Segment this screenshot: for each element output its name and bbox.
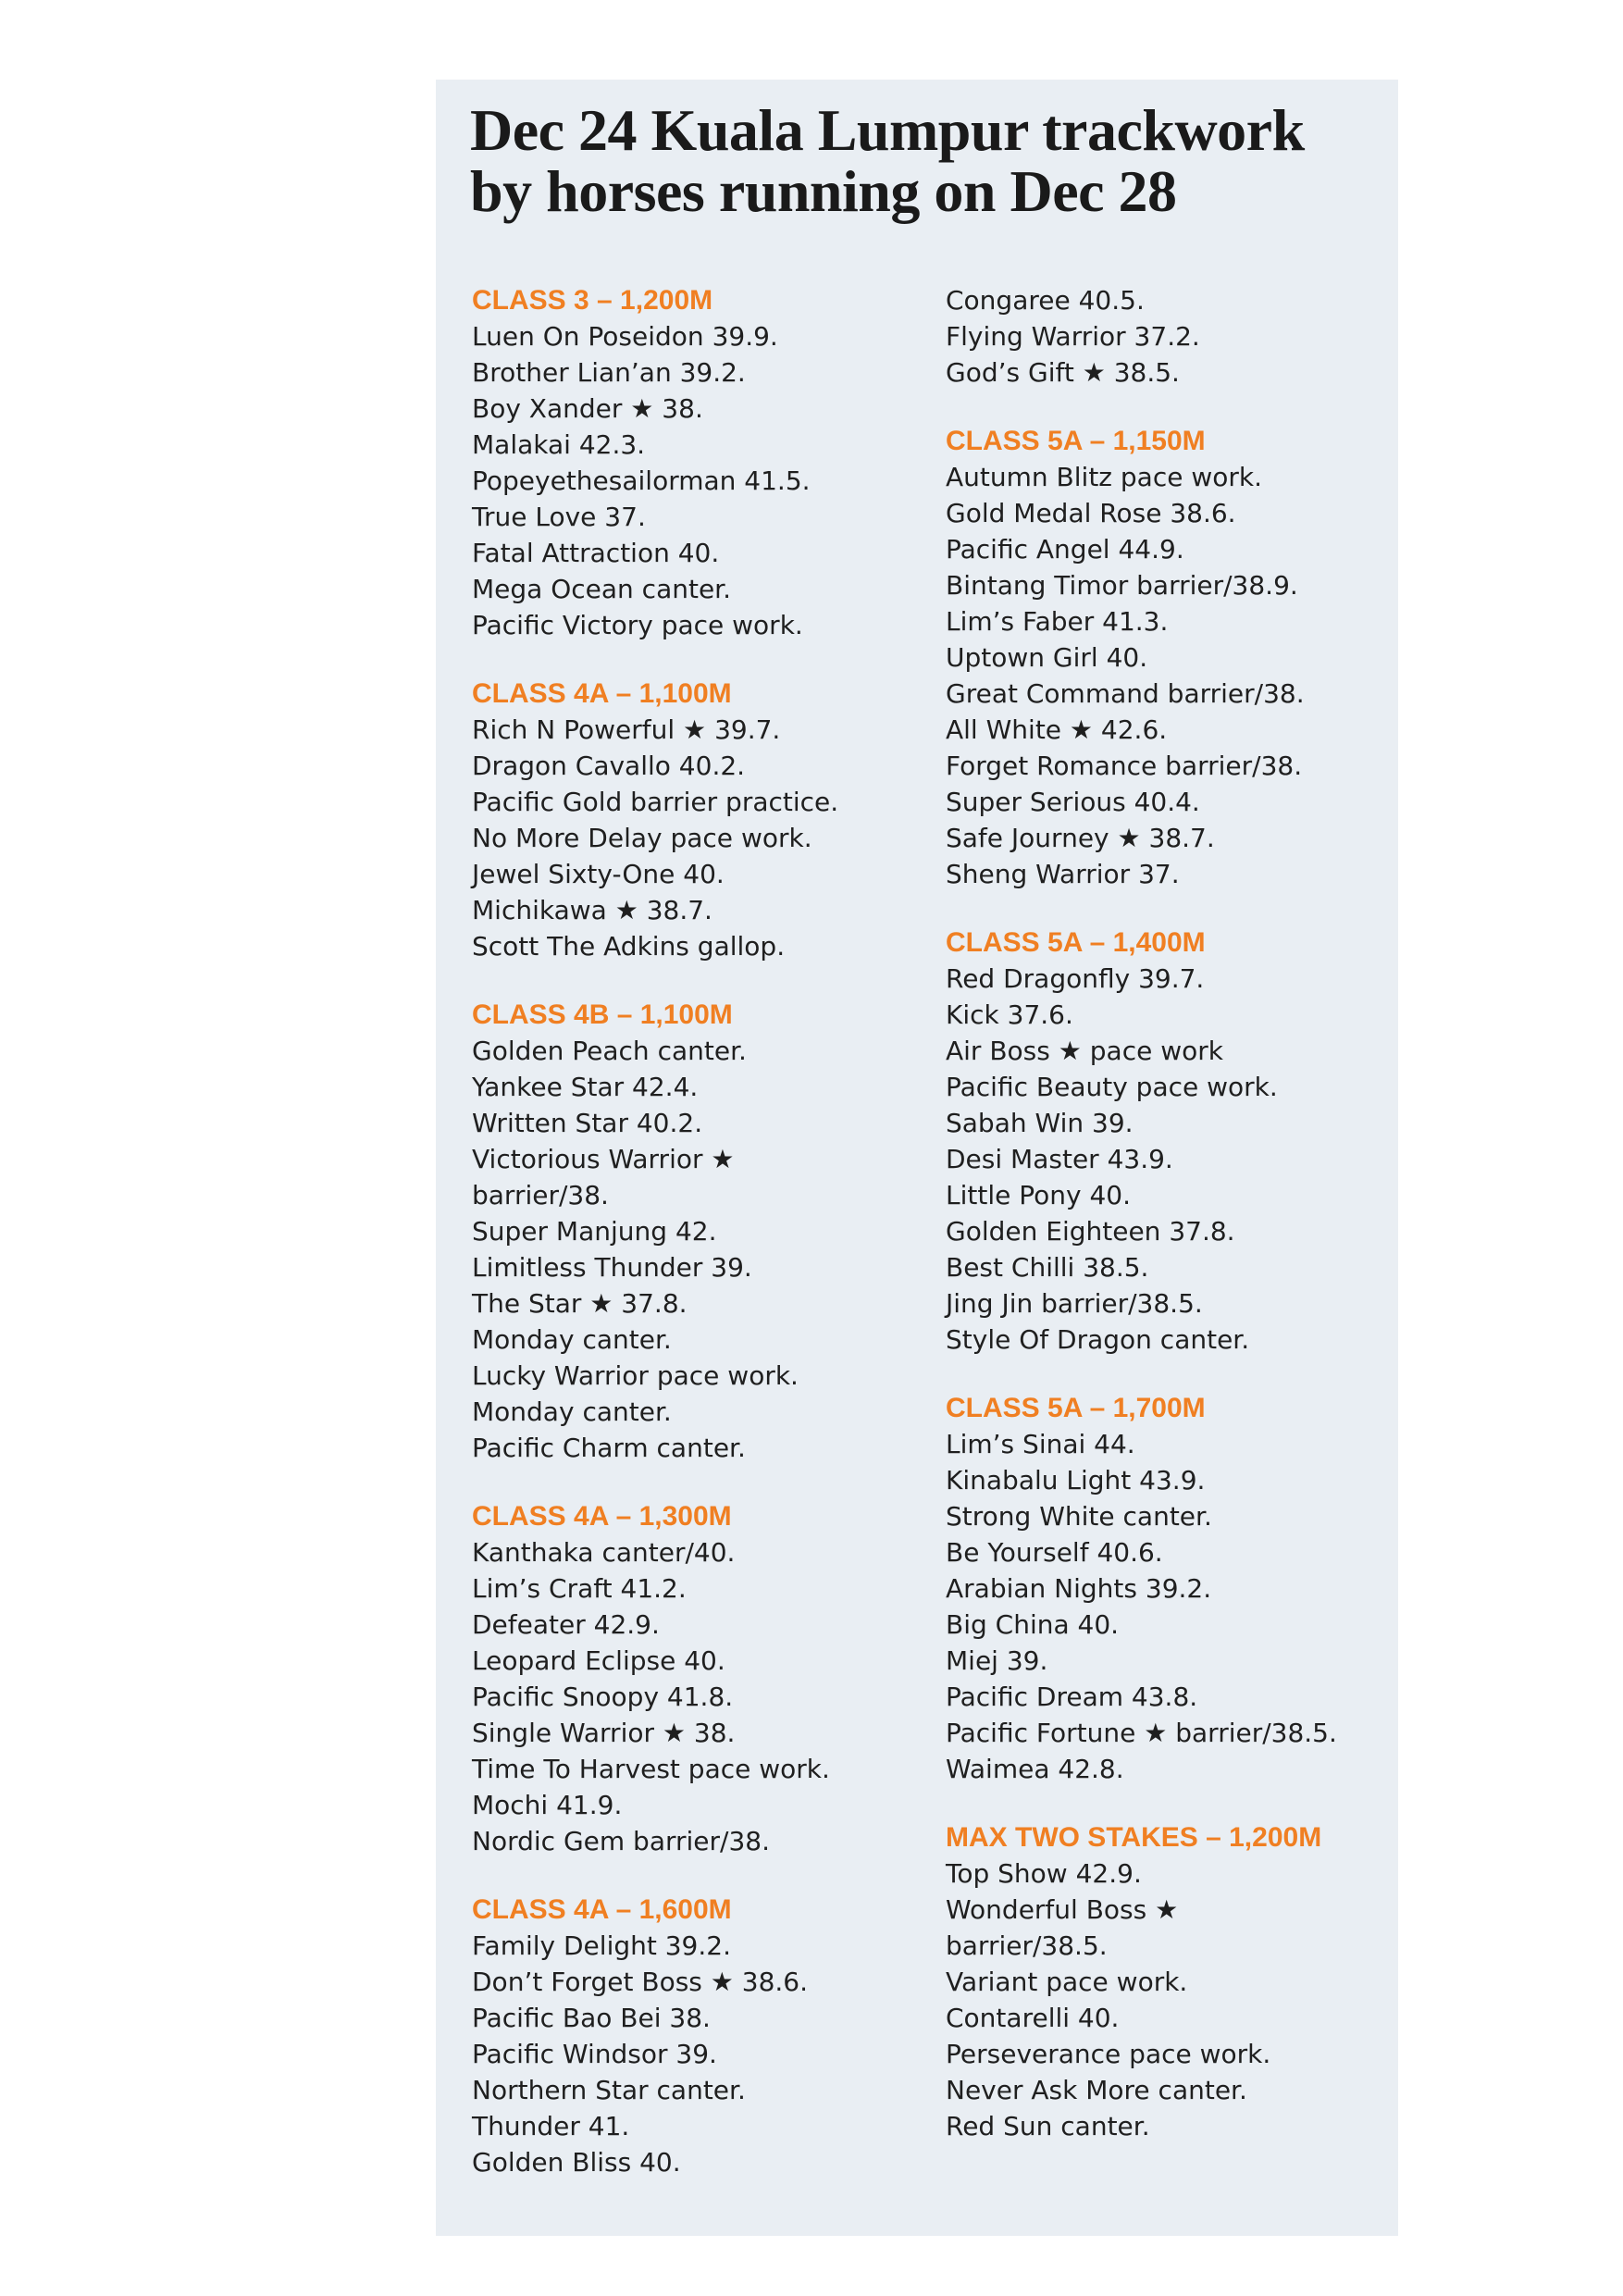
trackwork-entry: Pacific Charm canter. — [472, 1433, 746, 1463]
trackwork-entry: Lim’s Faber 41.3. — [946, 606, 1169, 637]
trackwork-entry: Victorious Warrior ★ — [472, 1144, 735, 1174]
trackwork-entry: Golden Bliss 40. — [472, 2147, 681, 2178]
trackwork-entry: Malakai 42.3. — [472, 429, 646, 460]
trackwork-entry: Defeater 42.9. — [472, 1609, 660, 1640]
trackwork-entry: Golden Peach canter. — [472, 1036, 747, 1066]
trackwork-entry: Red Sun canter. — [946, 2111, 1150, 2141]
trackwork-entry: Safe Journey ★ 38.7. — [946, 823, 1215, 853]
trackwork-entry: Sheng Warrior 37. — [946, 859, 1180, 889]
trackwork-entry: Top Show 42.9. — [946, 1858, 1142, 1889]
trackwork-entry: Desi Master 43.9. — [946, 1144, 1173, 1174]
trackwork-entry: Monday canter. — [472, 1324, 672, 1355]
trackwork-entry: barrier/38.5. — [946, 1930, 1108, 1961]
trackwork-entry: Golden Eighteen 37.8. — [946, 1216, 1235, 1247]
column-right — [946, 282, 1390, 2177]
trackwork-entry: Luen On Poseidon 39.9. — [472, 321, 778, 352]
trackwork-entry: Fatal Attraction 40. — [472, 538, 720, 568]
trackwork-entry: Super Serious 40.4. — [946, 787, 1200, 817]
trackwork-entry: Jewel Sixty-One 40. — [472, 859, 725, 889]
race-section — [946, 925, 1390, 1358]
race-heading: CLASS 5A – 1,700M — [946, 1393, 1206, 1423]
race-section — [472, 997, 916, 1466]
trackwork-entry: Flying Warrior 37.2. — [946, 321, 1200, 352]
race-section — [472, 676, 916, 964]
race-heading: CLASS 5A – 1,150M — [946, 426, 1206, 456]
race-heading: CLASS 5A – 1,400M — [946, 927, 1206, 958]
trackwork-entry: Forget Romance barrier/38. — [946, 751, 1303, 781]
trackwork-entry: Jing Jin barrier/38.5. — [946, 1288, 1203, 1319]
trackwork-entry: Style Of Dragon canter. — [946, 1324, 1250, 1355]
trackwork-entry: Sabah Win 39. — [946, 1108, 1134, 1138]
trackwork-entry: All White ★ 42.6. — [946, 714, 1168, 745]
trackwork-entry: Miej 39. — [946, 1645, 1048, 1676]
trackwork-entry: Limitless Thunder 39. — [472, 1252, 752, 1283]
trackwork-entry: Michikawa ★ 38.7. — [472, 895, 712, 925]
trackwork-entry: Arabian Nights 39.2. — [946, 1573, 1212, 1604]
race-heading: CLASS 4A – 1,600M — [472, 1894, 732, 1925]
race-section — [946, 1819, 1390, 2144]
trackwork-entry: Boy Xander ★ 38. — [472, 393, 703, 424]
trackwork-entry: True Love 37. — [472, 502, 646, 532]
trackwork-entry: Waimea 42.8. — [946, 1754, 1124, 1784]
trackwork-entry: Don’t Forget Boss ★ 38.6. — [472, 1967, 809, 1997]
race-heading: CLASS 3 – 1,200M — [472, 285, 713, 316]
trackwork-entry: Uptown Girl 40. — [946, 642, 1148, 673]
trackwork-entry: Pacific Gold barrier practice. — [472, 787, 839, 817]
trackwork-entry: Little Pony 40. — [946, 1180, 1132, 1210]
trackwork-entry: Written Star 40.2. — [472, 1108, 703, 1138]
trackwork-entry: Mega Ocean canter. — [472, 574, 732, 604]
trackwork-entry: Pacific Windsor 39. — [472, 2039, 717, 2069]
trackwork-entry: Big China 40. — [946, 1609, 1120, 1640]
trackwork-entry: Pacific Dream 43.8. — [946, 1682, 1198, 1712]
trackwork-entry: Best Chilli 38.5. — [946, 1252, 1149, 1283]
trackwork-entry: No More Delay pace work. — [472, 823, 812, 853]
trackwork-entry: Be Yourself 40.6. — [946, 1537, 1163, 1568]
trackwork-entry: Pacific Fortune ★ barrier/38.5. — [946, 1718, 1337, 1748]
trackwork-entry: Red Dragonfly 39.7. — [946, 963, 1205, 994]
trackwork-entry: Kinabalu Light 43.9. — [946, 1465, 1206, 1496]
race-heading: CLASS 4A – 1,100M — [472, 678, 732, 709]
trackwork-entry: Nordic Gem barrier/38. — [472, 1826, 770, 1856]
trackwork-entry: Super Manjung 42. — [472, 1216, 717, 1247]
race-section — [946, 1390, 1390, 1787]
trackwork-entry: Leopard Eclipse 40. — [472, 1645, 725, 1676]
trackwork-entry: Pacific Victory pace work. — [472, 610, 803, 640]
race-section — [472, 282, 916, 643]
race-section — [946, 423, 1390, 892]
trackwork-entry: Contarelli 40. — [946, 2003, 1120, 2033]
trackwork-entry: Popeyethesailorman 41.5. — [472, 465, 811, 496]
trackwork-entry: Kick 37.6. — [946, 999, 1073, 1030]
trackwork-entry: Family Delight 39.2. — [472, 1930, 731, 1961]
trackwork-entry: Lucky Warrior pace work. — [472, 1360, 799, 1391]
trackwork-entry: Great Command barrier/38. — [946, 678, 1305, 709]
trackwork-entry: Pacific Angel 44.9. — [946, 534, 1184, 565]
race-section — [472, 1498, 916, 1859]
trackwork-entry: Bintang Timor barrier/38.9. — [946, 570, 1298, 601]
trackwork-entry: Single Warrior ★ 38. — [472, 1718, 736, 1748]
race-heading: MAX TWO STAKES – 1,200M — [946, 1822, 1322, 1853]
race-section — [946, 282, 1390, 391]
trackwork-entry: Variant pace work. — [946, 1967, 1188, 1997]
trackwork-entry: Brother Lian’an 39.2. — [472, 357, 746, 388]
trackwork-entry: Gold Medal Rose 38.6. — [946, 498, 1236, 528]
trackwork-entry: Lim’s Sinai 44. — [946, 1429, 1135, 1459]
race-heading: CLASS 4A – 1,300M — [472, 1501, 732, 1532]
trackwork-entry: Mochi 41.9. — [472, 1790, 623, 1820]
trackwork-entry: The Star ★ 37.8. — [472, 1288, 688, 1319]
trackwork-entry: Pacific Bao Bei 38. — [472, 2003, 711, 2033]
trackwork-entry: Yankee Star 42.4. — [472, 1072, 699, 1102]
trackwork-entry: Dragon Cavallo 40.2. — [472, 751, 746, 781]
trackwork-entry: Congaree 40.5. — [946, 285, 1145, 316]
trackwork-entry: Strong White canter. — [946, 1501, 1212, 1532]
trackwork-entry: Thunder 41. — [472, 2111, 630, 2141]
trackwork-entry: Pacific Beauty pace work. — [946, 1072, 1278, 1102]
trackwork-entry: Air Boss ★ pace work — [946, 1036, 1223, 1066]
trackwork-entry: Perseverance pace work. — [946, 2039, 1271, 2069]
trackwork-entry: Autumn Blitz pace work. — [946, 462, 1263, 492]
trackwork-entry: Wonderful Boss ★ — [946, 1894, 1179, 1925]
trackwork-entry: Scott The Adkins gallop. — [472, 931, 786, 962]
race-heading: CLASS 4B – 1,100M — [472, 999, 733, 1030]
article-title: Dec 24 Kuala Lumpur trackwork by horses running on Dec 28 — [470, 97, 1305, 224]
race-section — [472, 1892, 916, 2180]
trackwork-entry: Northern Star canter. — [472, 2075, 746, 2105]
trackwork-entry: Kanthaka canter/40. — [472, 1537, 736, 1568]
column-left — [472, 282, 916, 2213]
trackwork-entry: Time To Harvest pace work. — [472, 1754, 830, 1784]
trackwork-entry: God’s Gift ★ 38.5. — [946, 357, 1180, 388]
trackwork-entry: Lim’s Craft 41.2. — [472, 1573, 687, 1604]
trackwork-entry: barrier/38. — [472, 1180, 609, 1210]
trackwork-entry: Pacific Snoopy 41.8. — [472, 1682, 734, 1712]
trackwork-entry: Monday canter. — [472, 1396, 672, 1427]
trackwork-entry: Never Ask More canter. — [946, 2075, 1247, 2105]
trackwork-entry: Rich N Powerful ★ 39.7. — [472, 714, 781, 745]
